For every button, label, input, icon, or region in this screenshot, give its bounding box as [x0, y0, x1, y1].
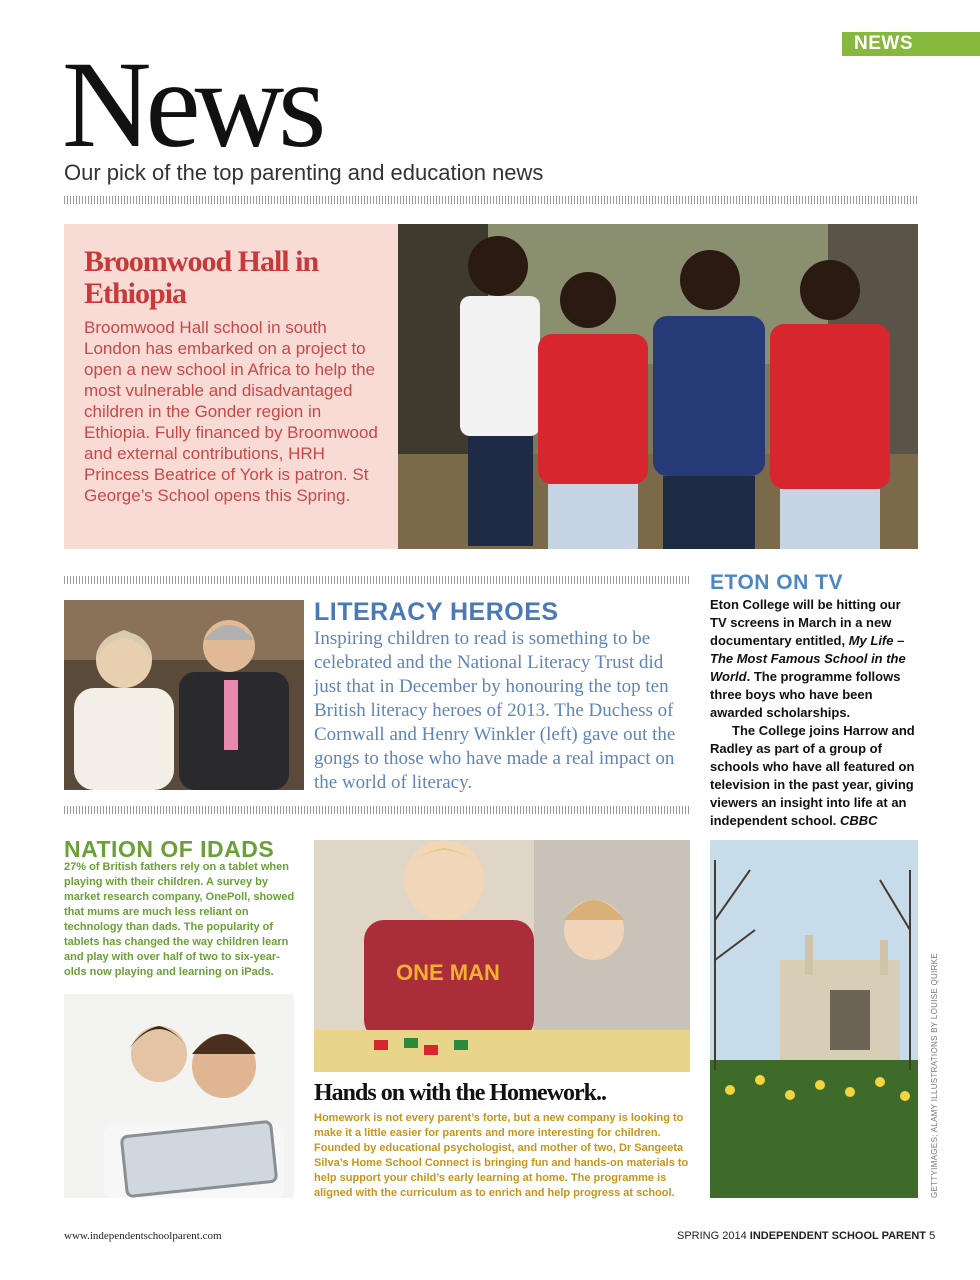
broomwood-title: Broomwood Hall in Ethiopia [84, 245, 319, 310]
page-subtitle: Our pick of the top parenting and education news [64, 160, 544, 185]
page-title: News [62, 36, 321, 173]
child-homework-photo [314, 840, 690, 1072]
idads-title: NATION OF IDADS [64, 836, 275, 862]
homework-body: Homework is not every parent’s forte, but a new company is looking to make it a little easier for parents and more interesting for children. Founded by educational psychologist, and mother of two, Dr Sangeeta Silva’s Home School Connect is bringing fun and hands-on materials to help support your child’s early learning at home. The programme is aligned with the curriculum as to enrich and help progress at school. [314, 1112, 689, 1199]
idads-body: 27% of British fathers rely on a tablet when playing with their children. A survey by market research company, OnePoll, showed that mums are much less reliant on technology than dads. The popularity of tablets has changed the way children learn and play with over half of two to six-year-olds now playing and learning on iPads. [64, 861, 295, 978]
eton-college-photo [710, 840, 918, 1198]
shirt-text: ONE MAN [396, 960, 500, 985]
eton-body: Eton College will be hitting our TV screens in March in a new documentary entitled, My Life – The Most Famous School in the World. The programme follows three boys who have been awarded scholarships. The College joins Harrow and Radley as part of a group of schools who have all featured on television in the past year, giving viewers an insight into life at an independent school. CBBC [710, 597, 915, 828]
page-number: 5 [929, 1230, 936, 1242]
duchess-winkler-photo [64, 600, 304, 790]
divider [64, 806, 690, 814]
eton-title: ETON ON TV [710, 571, 843, 594]
ethiopia-children-photo [398, 224, 918, 549]
footer-issue: SPRING 2014 INDEPENDENT SCHOOL PARENT 5 [677, 1230, 936, 1242]
father-tablet-photo [64, 994, 294, 1198]
footer-url[interactable]: www.independentschoolparent.com [64, 1230, 222, 1242]
divider [64, 196, 918, 204]
section-tab: NEWS [842, 32, 980, 56]
broomwood-body: Broomwood Hall school in south London has embarked on a project to open a new school in Africa to help the most vulnerable and disadvantaged children in the Gonder region in Ethiopia. Fully financed by Broomwood and external contributions, HRH Princess Beatrice of York is patron. St George’s School opens this Spring. [84, 318, 378, 505]
literacy-body: Inspiring children to read is something to be celebrated and the National Literacy Trust did just that in December by honouring the top ten British literacy heroes of 2013. The Duchess of Cornwall and Henry Winkler (left) gave out the gongs to those who have made a real impact on the world of literacy. [314, 628, 676, 793]
literacy-title: LITERACY HEROES [314, 598, 559, 626]
homework-title: Hands on with the Homework.. [314, 1080, 607, 1106]
photo-credit: GETTYIMAGES; ALAMY ILLUSTRATIONS BY LOUISE QUIRKE [930, 953, 939, 1198]
divider [64, 576, 690, 584]
